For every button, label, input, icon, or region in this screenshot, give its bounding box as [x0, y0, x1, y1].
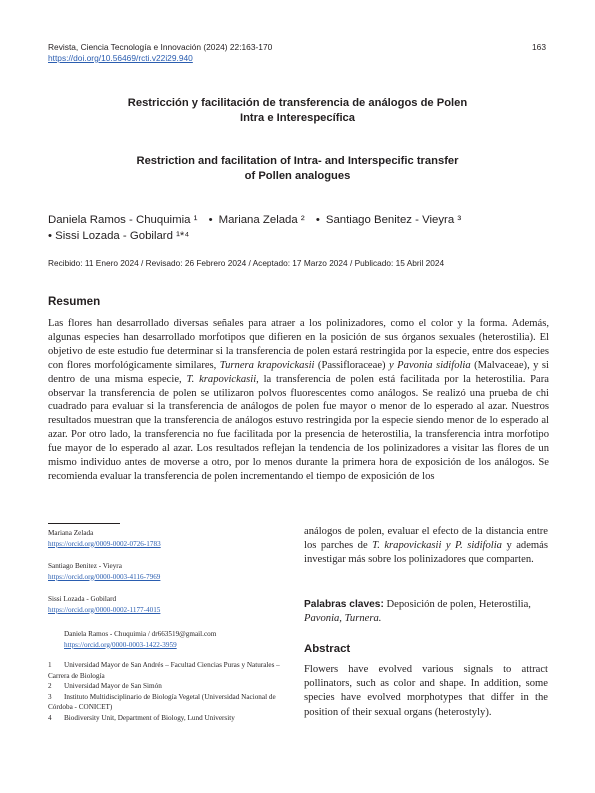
footnote-author-name: Santiago Benitez - Vieyra [48, 562, 122, 570]
species-name: T. krapovickasii [186, 373, 257, 385]
title-spanish-line1: Restricción y facilitación de transferencia de análogos de Polen [127, 97, 468, 109]
footnote-author-4 [48, 594, 160, 615]
species-name: T. krapovickasii y P. sidifolia [372, 540, 502, 552]
affiliation-text: Universidad Mayor de San Andrés – Facultad Ciencias Puras y Naturales – Carrera de Biología [48, 661, 280, 680]
orcid-link[interactable]: https://orcid.org/0009-0002-0726-1783 [48, 539, 161, 548]
orcid-link[interactable]: https://orcid.org/0000-0002-1177-4015 [48, 605, 161, 614]
footnote-author-3 [48, 561, 160, 582]
title-english-line2: of Pollen analogues [244, 170, 351, 182]
orcid-link[interactable]: https://orcid.org/0000-0003-4116-7969 [48, 572, 161, 581]
keywords [304, 598, 548, 626]
resumen-heading: Resumen [48, 295, 101, 308]
affiliation-text: Universidad Mayor de San Simón [64, 682, 162, 690]
affiliation-item [48, 713, 293, 724]
affiliation-item [48, 660, 293, 681]
title-spanish [60, 96, 535, 126]
doi-link[interactable]: https://doi.org/10.56469/rcti.v22i29.940 [48, 53, 193, 63]
affiliation-item [48, 692, 293, 713]
affiliation-number: 3 [48, 692, 52, 701]
title-spanish-line2: Intra e Interespecífica [239, 112, 356, 124]
title-english-line1: Restriction and facilitation of Intra- and Interspecific transfer [136, 155, 459, 167]
keywords-label: Palabras claves: [304, 599, 384, 610]
author-separator: • [208, 214, 213, 226]
author-separator: • [48, 230, 52, 242]
resumen-text [48, 317, 549, 484]
affiliation-list [48, 660, 293, 723]
abstract-text: Flowers have evolved various signals to attract pollinators, such as color and shape. In addition, some species have evolved morphotypes that differ in the position of their sexual organs (heterostyly). [304, 664, 548, 718]
corresponding-author-contact: Daniela Ramos - Chuquimia / dr663519@gmail.com [64, 630, 217, 638]
affiliation-number: 2 [48, 682, 52, 690]
author-4: Sissi Lozada - Gobilard ¹*⁴ [55, 230, 190, 242]
resumen-part: (Malvaceae), y si dentro de una misma especie, [48, 359, 549, 385]
resumen-part: (Passifloraceae) [314, 359, 390, 371]
keywords-text: Deposición de polen, Heterostilia, [383, 599, 531, 610]
affiliation-text: Biodiversity Unit, Department of Biology, Lund University [64, 713, 235, 722]
corresponding-author [64, 629, 216, 650]
affiliation-number: 1 [48, 661, 52, 669]
affiliation-text: Instituto Multidisciplinario de Biología Vegetal (Universidad Nacional de Córdoba - CONICET) [48, 692, 276, 711]
footnote-author-name: Sissi Lozada - Gobilard [48, 595, 117, 603]
affiliation-number: 4 [48, 713, 52, 722]
orcid-link[interactable]: https://orcid.org/0000-0003-1422-3959 [64, 640, 177, 649]
species-name: Turnera krapovickasii [219, 359, 315, 371]
affiliation-item [48, 681, 293, 692]
resumen-part: análogos de polen, evaluar el efecto de la distancia entre los parches de [304, 526, 548, 552]
resumen-part: , la transferencia de polen está facilitada por la heterostilia. Para observar la transferencia de polen se utilizaron polvos fluorescentes como análogos. Se realizó una prueba de chi cuadrado para evaluar si la transferencia de análogos de polen fue mayor o menor de lo esperado al azar. Nuestros resultados muestran que la transferencia de análogos estuvo restringida por la especie siendo menor de lo esperado al azar. Por otro lado, la transferencia no fue facilitada por la presencia de heterostilia, la transferencia intra morfotipo fue mayor de lo esperado al azar. Los resultados reflejan la tendencia de los polinizadores a visitar las flores de un mismo individuo antes de moverse a otro, por lo menos durante la primera hora de exposición de los análogos. Se recomienda evaluar la transferencia de polen incrementando el tiempo de exposición de los [48, 373, 549, 482]
species-name: y Pavonia sidifolia [389, 359, 471, 371]
keywords-italic: Pavonia, Turnera. [304, 613, 382, 625]
abstract-heading: Abstract [304, 643, 351, 655]
resumen-continuation [304, 525, 548, 568]
footnote-divider [48, 523, 120, 524]
author-list [48, 212, 548, 244]
author-separator: • [315, 214, 320, 226]
author-2: Mariana Zelada ² [218, 214, 305, 226]
resumen-part: Las flores han desarrollado diversas señales para atraer a los polinizadores, como el color y la forma. Además, algunas especies han desarrollado morfotipos que difieren en la posición de sus órganos sexuales (heterostilia). El objetivo de este estudio fue determinar si la transferencia de polen estará restringida por la especie, entre dos especies con flores morfológicamente similares, [48, 318, 549, 371]
resumen-part: y además investigar más sobre los polinizadores que comparten. [304, 540, 548, 566]
title-english [60, 154, 535, 184]
footnote-author-name: Mariana Zelada [48, 529, 94, 537]
author-3: Santiago Benitez - Vieyra ³ [325, 214, 462, 226]
author-1: Daniela Ramos - Chuquimia ¹ [48, 214, 198, 226]
publication-dates: Recibido: 11 Enero 2024 / Revisado: 26 Febrero 2024 / Aceptado: 17 Marzo 2024 / Publicado: 15 Abril 2024 [48, 258, 445, 268]
footnote-author-2 [48, 528, 161, 549]
page-number: 163 [532, 42, 546, 52]
journal-citation: Revista, Ciencia Tecnología e Innovación (2024) 22:163-170 [48, 42, 273, 52]
